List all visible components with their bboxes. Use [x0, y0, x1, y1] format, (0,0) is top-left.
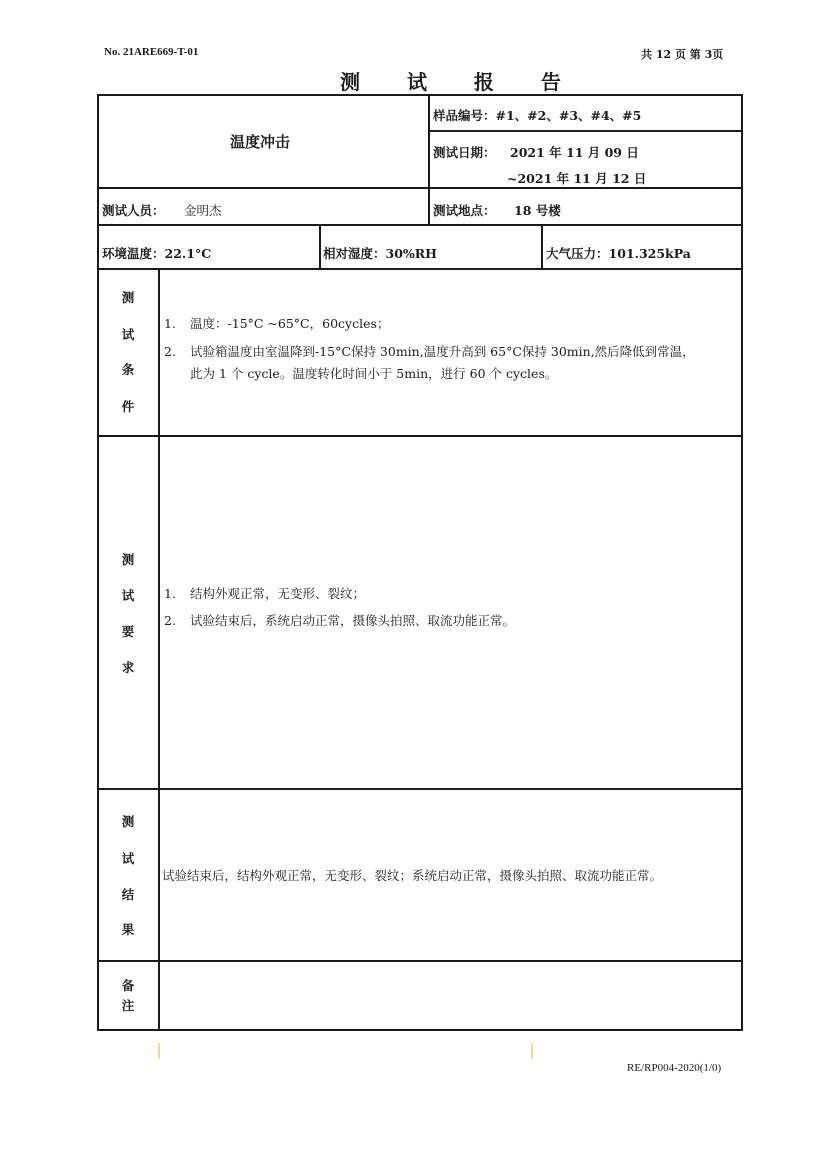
- item-text: 结构外观正常，无变形、裂纹；: [190, 586, 366, 601]
- location-value: 18 号楼: [514, 203, 561, 218]
- requirements-label-char: 测: [121, 552, 135, 567]
- row-divider: [97, 960, 743, 962]
- scan-mark: [158, 1043, 160, 1059]
- row-divider: [97, 268, 743, 270]
- relative-humidity: 相对湿度：30%RH: [323, 246, 437, 261]
- table-border-bottom: [97, 1029, 743, 1031]
- test-date-start: 2021 年 11 月 09 日: [510, 145, 639, 160]
- remarks-label-char: 注: [121, 998, 135, 1013]
- conditions-label-char: 测: [121, 290, 135, 305]
- item-number: 2.: [164, 344, 176, 359]
- sample-number: 样品编号：#1、#2、#3、#4、#5: [433, 108, 642, 123]
- atmospheric-pressure: 大气压力：101.325kPa: [546, 246, 691, 261]
- col-divider: [158, 268, 160, 1031]
- page-info: 共 12 页 第 3页: [641, 48, 724, 61]
- table-border-right: [741, 94, 743, 1031]
- row-divider: [429, 130, 743, 132]
- test-date-end: ~2021 年 11 月 12 日: [507, 171, 647, 186]
- report-number: No. 21ARE669-T-01: [104, 46, 199, 58]
- col-divider: [428, 94, 430, 226]
- row-divider: [97, 187, 743, 189]
- condition-item: [164, 340, 695, 364]
- col-divider: [319, 224, 321, 270]
- item-number: 1.: [164, 586, 176, 601]
- table-border-left: [97, 94, 99, 1031]
- conditions-label-char: 试: [121, 327, 135, 342]
- table-border-top: [97, 94, 743, 96]
- location-label: 测试地点：: [433, 203, 496, 218]
- test-item: 温度冲击: [230, 133, 291, 151]
- environment-temperature: 环境温度：22.1°C: [102, 246, 212, 261]
- report-title: 测 试 报 告: [340, 70, 581, 94]
- row-divider: [97, 224, 743, 226]
- row-divider: [97, 435, 743, 437]
- requirements-label-char: 求: [121, 660, 135, 675]
- test-date-label: 测试日期：: [433, 145, 496, 160]
- tester-name: 金明杰: [184, 203, 222, 218]
- results-label-char: 测: [121, 814, 135, 829]
- row-divider: [97, 788, 743, 790]
- results-label-char: 果: [121, 922, 135, 937]
- remarks-label-char: 备: [121, 978, 135, 993]
- item-text: 温度：-15°C ~65°C，60cycles；: [190, 316, 390, 331]
- requirement-item: [164, 609, 515, 633]
- item-number: 2.: [164, 613, 176, 628]
- conditions-label-char: 件: [121, 399, 135, 414]
- requirements-label-char: 要: [121, 624, 135, 639]
- item-text: 试验结束后，系统启动正常，摄像头拍照、取流功能正常。: [190, 613, 516, 628]
- item-number: 1.: [164, 316, 176, 331]
- requirement-item: [164, 582, 365, 606]
- conditions-label-char: 条: [121, 362, 135, 377]
- scan-mark: [531, 1043, 533, 1059]
- results-label-char: 试: [121, 851, 135, 866]
- col-divider: [541, 224, 543, 270]
- condition-item: [164, 312, 389, 336]
- results-label-char: 结: [121, 887, 135, 902]
- results-text: 试验结束后，结构外观正常，无变形、裂纹；系统启动正常，摄像头拍照、取流功能正常。: [162, 868, 663, 883]
- form-code: RE/RP004-2020(1/0): [627, 1062, 722, 1074]
- requirements-label-char: 试: [121, 588, 135, 603]
- item-text: 此为 1 个 cycle。温度转化时间小于 5min，进行 60 个 cycles。: [190, 366, 558, 381]
- condition-item: [164, 362, 557, 386]
- tester-label: 测试人员：: [102, 203, 165, 218]
- item-text: 试验箱温度由室温降到-15°C保持 30min,温度升高到 65°C保持 30min,然后降低到常温，: [190, 344, 695, 359]
